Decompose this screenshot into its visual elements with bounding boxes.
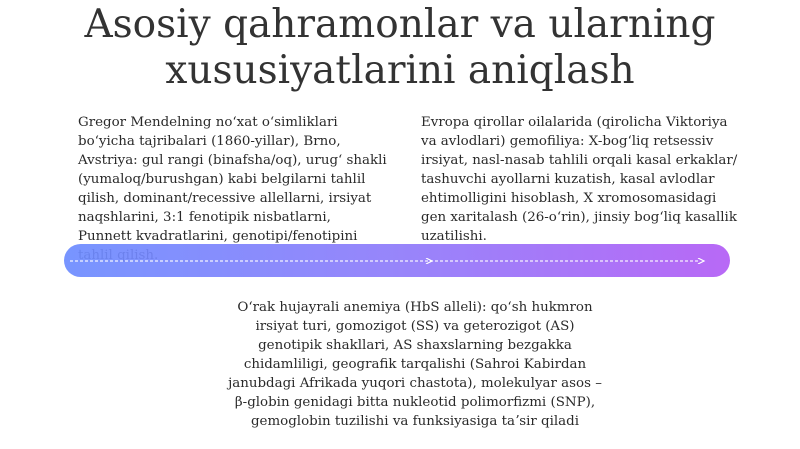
slide-title-line-2: xususiyatlarini aniqlash bbox=[165, 48, 635, 93]
text-block-hemophilia bbox=[421, 113, 741, 246]
slide-title-line-1: Asosiy qahramonlar va ularning bbox=[84, 2, 716, 47]
slide-title bbox=[0, 2, 800, 94]
text-block-mendel bbox=[78, 113, 388, 265]
timeline-arrow bbox=[70, 258, 706, 264]
text-block-sickle-cell bbox=[225, 298, 605, 431]
text-block-sickle-cell-body: Oʻrak hujayrali anemiya (HbS alleli): qoʻsh hukmron irsiyat turi, gomozigot (SS) va geterozigot (AS) genotipik shakllari, AS shaxslarning bezgakka chidamliligi, geografik tarqalishi (Sahroi Kabirdan janubdagi Afrikada yuqori chastota), molekulyar asos – β-globin genidagi bitta nukleotid polimorfizmi (SNP), gemoglobin tuzilishi va funksiyasiga taʼsir qiladi bbox=[228, 300, 602, 429]
timeline-arrow-end-head bbox=[698, 258, 704, 264]
text-block-mendel-body: Gregor Mendelning noʻxat oʻsimliklari boʻyicha tajribalari (1860-yillar), Brno, Avstriya: gul rangi (binafsha/oq), urugʻ shakli (yumaloq/burushgan) kabi belgilarni tahlil qilish, dominant/recessive allellarni, irsiyat naqshlarini, 3:1 fenotipik nisbatlarni, Punnett kvadratlarini, genotipi/fenotipini bbox=[78, 115, 387, 244]
text-block-hemophilia-body: Evropa qirollar oilalarida (qirolicha Viktoriya va avlodlari) gemofiliya: X-bogʻliq retsessiv irsiyat, nasl-nasab tahlili orqali kasal erkaklar/ tashuvchi ayollarni kuzatish, kasal avlodlar ehtimolligini hisoblash, X xromosomasidagi gen xaritalash (26-oʻrin), jinsiy bogʻliq kasallik uzatilishi. bbox=[421, 115, 738, 244]
